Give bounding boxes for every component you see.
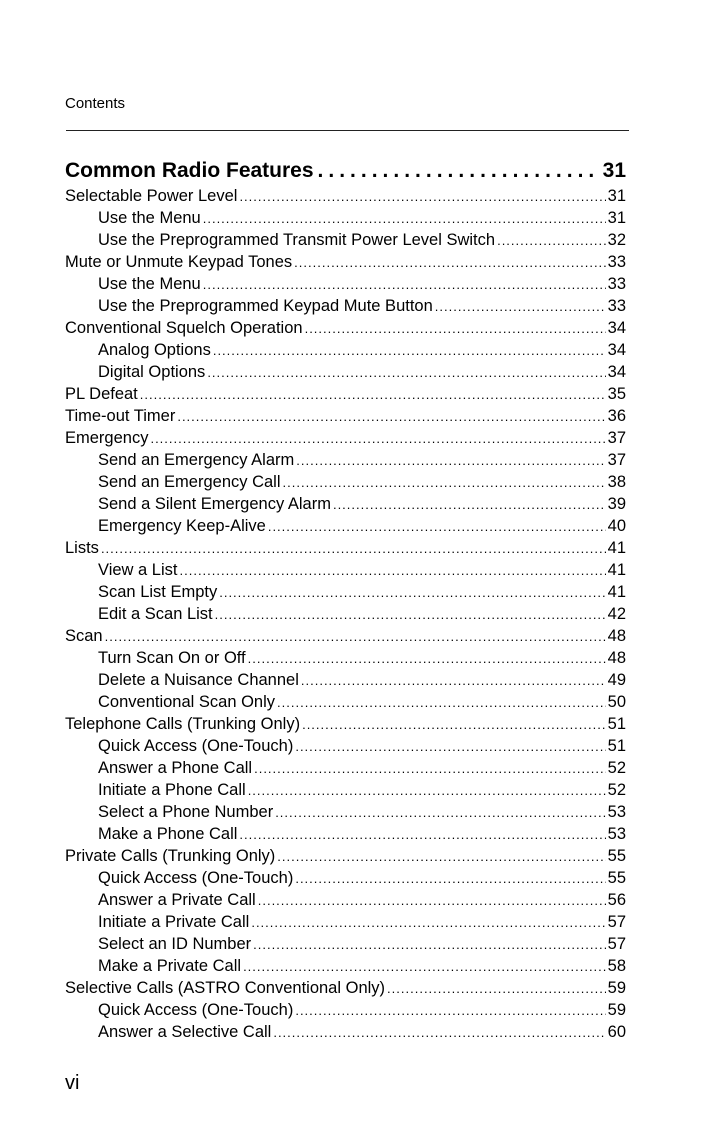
dot-leader: [387, 978, 606, 1000]
toc-page-number: 48: [607, 649, 626, 667]
toc-page-number: 37: [607, 429, 626, 447]
toc-entry-title: Send an Emergency Call: [98, 473, 281, 491]
toc-page-number: 55: [607, 847, 626, 865]
page-folio: vi: [65, 1072, 80, 1094]
toc-page-number: 56: [607, 891, 626, 909]
toc-page-number: 53: [607, 825, 626, 843]
toc-entry-title: Answer a Phone Call: [98, 759, 253, 777]
toc-entry-title: Use the Preprogrammed Transmit Power Level Switch: [98, 231, 496, 249]
toc-entry[interactable]: [65, 383, 626, 405]
toc-entry-title: Make a Private Call: [98, 957, 242, 975]
toc-entry[interactable]: [65, 845, 626, 867]
dot-leader: [251, 912, 605, 934]
dot-leader: [243, 956, 606, 978]
toc-subentry[interactable]: [65, 603, 626, 625]
header-rule: [66, 130, 629, 131]
toc-entry-title: Private Calls (Trunking Only): [65, 847, 276, 865]
toc-subentry[interactable]: [65, 449, 626, 471]
toc-subentry[interactable]: [65, 471, 626, 493]
toc-page-number: 53: [607, 803, 626, 821]
toc-page-number: 59: [607, 979, 626, 997]
dot-leader: [295, 1000, 605, 1022]
toc-subentry[interactable]: [65, 581, 626, 603]
toc-entry-title: Answer a Selective Call: [98, 1023, 272, 1041]
dot-leader: [268, 516, 606, 538]
toc-page-number: 34: [607, 341, 626, 359]
toc-subentry[interactable]: [65, 207, 626, 229]
toc-subentry[interactable]: [65, 779, 626, 801]
toc-page-number: 41: [607, 583, 626, 601]
toc-entry[interactable]: [65, 405, 626, 427]
toc-entry-title: Answer a Private Call: [98, 891, 256, 909]
toc-entry-title: Time-out Timer: [65, 407, 176, 425]
toc-page-number: 36: [607, 407, 626, 425]
toc-entry-title: Make a Phone Call: [98, 825, 238, 843]
dot-leader: [207, 362, 605, 384]
toc-page-number: 60: [607, 1023, 626, 1041]
toc-subentry[interactable]: [65, 273, 626, 295]
table-of-contents: [65, 157, 626, 1043]
dot-leader: [219, 582, 605, 604]
dot-leader: [150, 428, 605, 450]
toc-subentry[interactable]: [65, 933, 626, 955]
toc-subentry[interactable]: [65, 801, 626, 823]
toc-entry-title: Quick Access (One-Touch): [98, 737, 294, 755]
dot-leader: [203, 274, 606, 296]
toc-page-number: 58: [607, 957, 626, 975]
dot-leader: [333, 494, 606, 516]
dot-leader: [248, 780, 606, 802]
toc-subentry[interactable]: [65, 999, 626, 1021]
chapter-title: Common Radio Features: [65, 159, 314, 182]
toc-page-number: 31: [607, 187, 626, 205]
toc-subentry[interactable]: [65, 339, 626, 361]
toc-entry-title: Analog Options: [98, 341, 211, 359]
dot-leader: [435, 296, 606, 318]
toc-entry-title: Send an Emergency Alarm: [98, 451, 295, 469]
dot-leader: [215, 604, 606, 626]
toc-entry-title: Use the Menu: [98, 209, 201, 227]
toc-subentry[interactable]: [65, 911, 626, 933]
dot-leader: [277, 692, 606, 714]
toc-entry-title: Use the Preprogrammed Keypad Mute Button: [98, 297, 433, 315]
toc-entry[interactable]: [65, 625, 626, 647]
toc-entry-title: Lists: [65, 539, 99, 557]
toc-page-number: 41: [607, 561, 626, 579]
toc-entry[interactable]: [65, 977, 626, 999]
toc-entry-title: Quick Access (One-Touch): [98, 1001, 294, 1019]
toc-subentry[interactable]: [65, 889, 626, 911]
toc-entry-title: Emergency: [65, 429, 149, 447]
dot-leader: [258, 890, 606, 912]
toc-entry[interactable]: [65, 713, 626, 735]
toc-entry[interactable]: [65, 317, 626, 339]
dot-leader: [203, 208, 606, 230]
toc-subentry[interactable]: [65, 757, 626, 779]
toc-subentry[interactable]: [65, 295, 626, 317]
toc-subentry[interactable]: [65, 493, 626, 515]
toc-subentry[interactable]: [65, 691, 626, 713]
toc-page-number: 35: [607, 385, 626, 403]
toc-page-number: 48: [607, 627, 626, 645]
toc-subentry[interactable]: [65, 361, 626, 383]
toc-page-number: 32: [607, 231, 626, 249]
toc-page-number: 39: [607, 495, 626, 513]
toc-page-number: 42: [607, 605, 626, 623]
toc-entry-title: Edit a Scan List: [98, 605, 213, 623]
toc-page-number: 37: [607, 451, 626, 469]
dot-leader: [295, 868, 605, 890]
toc-entry-title: Scan List Empty: [98, 583, 218, 601]
toc-entry-title: Initiate a Private Call: [98, 913, 250, 931]
toc-entry-title: Telephone Calls (Trunking Only): [65, 715, 301, 733]
toc-entry-title: Send a Silent Emergency Alarm: [98, 495, 331, 513]
toc-subentry[interactable]: [65, 559, 626, 581]
dot-leader: [140, 384, 606, 406]
toc-page-number: 51: [607, 715, 626, 733]
toc-entry[interactable]: [65, 537, 626, 559]
toc-page-number: 38: [607, 473, 626, 491]
toc-entry-title: Conventional Scan Only: [98, 693, 276, 711]
toc-entry-title: PL Defeat: [65, 385, 138, 403]
dot-leader: [302, 714, 606, 736]
toc-subentry[interactable]: [65, 229, 626, 251]
dot-leader: [248, 648, 606, 670]
toc-page-number: 40: [607, 517, 626, 535]
dot-leader: [283, 472, 606, 494]
toc-page-number: 33: [607, 253, 626, 271]
toc-subentry[interactable]: [65, 823, 626, 845]
dot-leader: [273, 1022, 605, 1044]
dot-leader: [318, 157, 597, 185]
toc-page-number: 50: [607, 693, 626, 711]
dot-leader: [180, 560, 606, 582]
dot-leader: [305, 318, 606, 340]
toc-entry-title: Conventional Squelch Operation: [65, 319, 303, 337]
dot-leader: [296, 450, 605, 472]
toc-page-number: 57: [607, 913, 626, 931]
toc-entry-title: Emergency Keep-Alive: [98, 517, 266, 535]
chapter-heading[interactable]: [65, 157, 626, 185]
dot-leader: [105, 626, 606, 648]
toc-subentry[interactable]: [65, 647, 626, 669]
dot-leader: [294, 252, 605, 274]
toc-page-number: 52: [607, 781, 626, 799]
toc-subentry[interactable]: [65, 867, 626, 889]
dot-leader: [277, 846, 605, 868]
dot-leader: [101, 538, 606, 560]
toc-entry-title: Selectable Power Level: [65, 187, 238, 205]
toc-subentry[interactable]: [65, 669, 626, 691]
dot-leader: [254, 758, 606, 780]
toc-entry[interactable]: [65, 185, 626, 207]
toc-page-number: 59: [607, 1001, 626, 1019]
dot-leader: [301, 670, 606, 692]
toc-entry-title: View a List: [98, 561, 178, 579]
dot-leader: [497, 230, 606, 252]
toc-page-number: 52: [607, 759, 626, 777]
toc-page-number: 33: [607, 275, 626, 293]
dot-leader: [213, 340, 606, 362]
toc-entry-title: Digital Options: [98, 363, 206, 381]
toc-page-number: 55: [607, 869, 626, 887]
running-head: Contents: [65, 95, 126, 112]
toc-subentry[interactable]: [65, 955, 626, 977]
toc-page-number: 49: [607, 671, 626, 689]
chapter-page-number: 31: [602, 159, 626, 182]
toc-entry[interactable]: [65, 427, 626, 449]
toc-entry[interactable]: [65, 251, 626, 273]
toc-page-number: 51: [607, 737, 626, 755]
toc-entry-title: Selective Calls (ASTRO Conventional Only): [65, 979, 386, 997]
toc-entry-title: Turn Scan On or Off: [98, 649, 246, 667]
toc-subentry[interactable]: [65, 1021, 626, 1043]
toc-page-number: 41: [607, 539, 626, 557]
toc-entry-title: Select a Phone Number: [98, 803, 274, 821]
toc-entry-title: Scan: [65, 627, 103, 645]
dot-leader: [295, 736, 605, 758]
toc-page-number: 57: [607, 935, 626, 953]
toc-entry-title: Quick Access (One-Touch): [98, 869, 294, 887]
toc-page-number: 31: [607, 209, 626, 227]
toc-page-number: 33: [607, 297, 626, 315]
toc-entry-title: Delete a Nuisance Channel: [98, 671, 299, 689]
toc-entry-title: Select an ID Number: [98, 935, 252, 953]
dot-leader: [275, 802, 605, 824]
dot-leader: [239, 824, 605, 846]
dot-leader: [239, 186, 605, 208]
toc-entry-title: Use the Menu: [98, 275, 201, 293]
dot-leader: [253, 934, 605, 956]
toc-entry-title: Mute or Unmute Keypad Tones: [65, 253, 293, 271]
toc-entry-title: Initiate a Phone Call: [98, 781, 246, 799]
toc-page-number: 34: [607, 319, 626, 337]
dot-leader: [177, 406, 605, 428]
toc-subentry[interactable]: [65, 515, 626, 537]
toc-subentry[interactable]: [65, 735, 626, 757]
toc-page-number: 34: [607, 363, 626, 381]
